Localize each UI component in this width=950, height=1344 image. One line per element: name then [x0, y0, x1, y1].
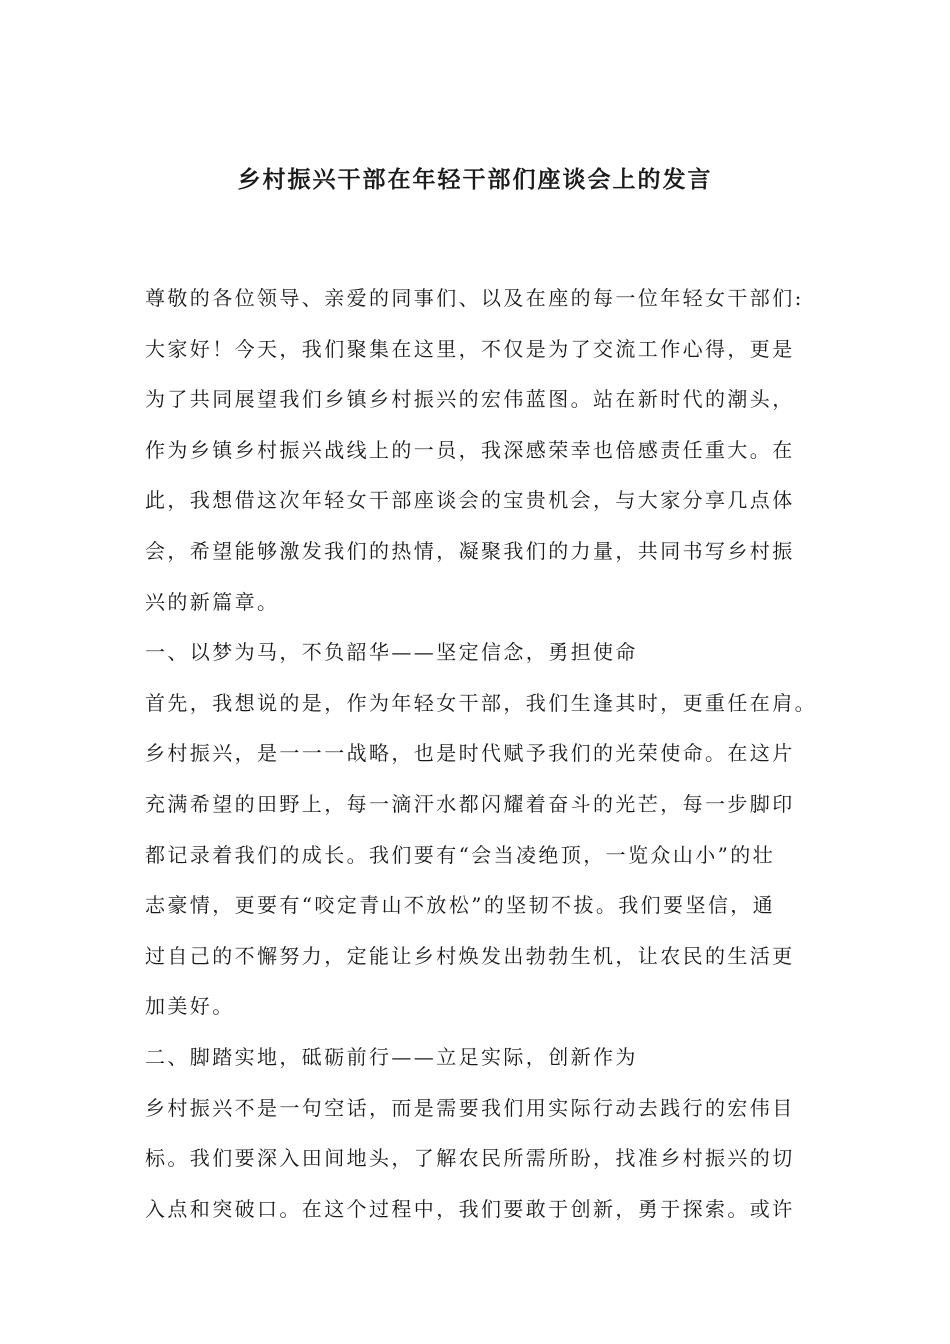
text-line: 此，我想借这次年轻女干部座谈会的宝贵机会，与大家分享几点体	[145, 488, 795, 513]
text-line: 标。我们要深入田间地头，了解农民所需所盼，找准乡村振兴的切	[145, 1146, 795, 1171]
text-line: 尊敬的各位领导、亲爱的同事们、以及在座的每一位年轻女干部们:	[145, 286, 804, 310]
document-body	[145, 278, 815, 1239]
section-heading: 二、脚踏实地，砥砺前行——立足实际，创新作为	[145, 1044, 638, 1069]
text-line: 首先，我想说的是，作为年轻女干部，我们生逢其时，更重任在肩。	[145, 690, 817, 715]
text-line: 作为乡镇乡村振兴战线上的一员，我深感荣幸也倍感责任重大。在	[145, 437, 795, 462]
text-line: 兴的新篇章。	[145, 589, 280, 614]
text-line: 会，希望能够激发我们的热情，凝聚我们的力量，共同书写乡村振	[145, 538, 795, 563]
text-line: 为了共同展望我们乡镇乡村振兴的宏伟蓝图。站在新时代的潮头，	[145, 387, 795, 412]
text-line: 乡村振兴不是一句空话，而是需要我们用实际行动去践行的宏伟目	[145, 1095, 795, 1120]
text-line: 大家好！今天，我们聚集在这里，不仅是为了交流工作心得，更是	[145, 336, 795, 361]
document-title: 乡村振兴干部在年轻干部们座谈会上的发言	[237, 166, 713, 193]
text-line: 志豪情，更要有“咬定青山不放松”的坚韧不拔。我们要坚信，通	[145, 893, 776, 918]
text-line: 充满希望的田野上，每一滴汗水都闪耀着奋斗的光芒，每一步脚印	[145, 791, 795, 816]
text-line: 都记录着我们的成长。我们要有“会当凌绝顶，一览众山小”的壮	[145, 842, 776, 867]
text-line: 加美好。	[145, 994, 235, 1019]
text-line: 入点和突破口。在这个过程中，我们要敢于创新，勇于探索。或许	[145, 1196, 795, 1221]
section-heading: 一、以梦为马，不负韶华——坚定信念，勇担使命	[145, 640, 638, 665]
text-line: 乡村振兴，是一一一战略，也是时代赋予我们的光荣使命。在这片	[145, 741, 795, 766]
text-line: 过自己的不懈努力，定能让乡村焕发出勃勃生机，让农民的生活更	[145, 943, 795, 968]
